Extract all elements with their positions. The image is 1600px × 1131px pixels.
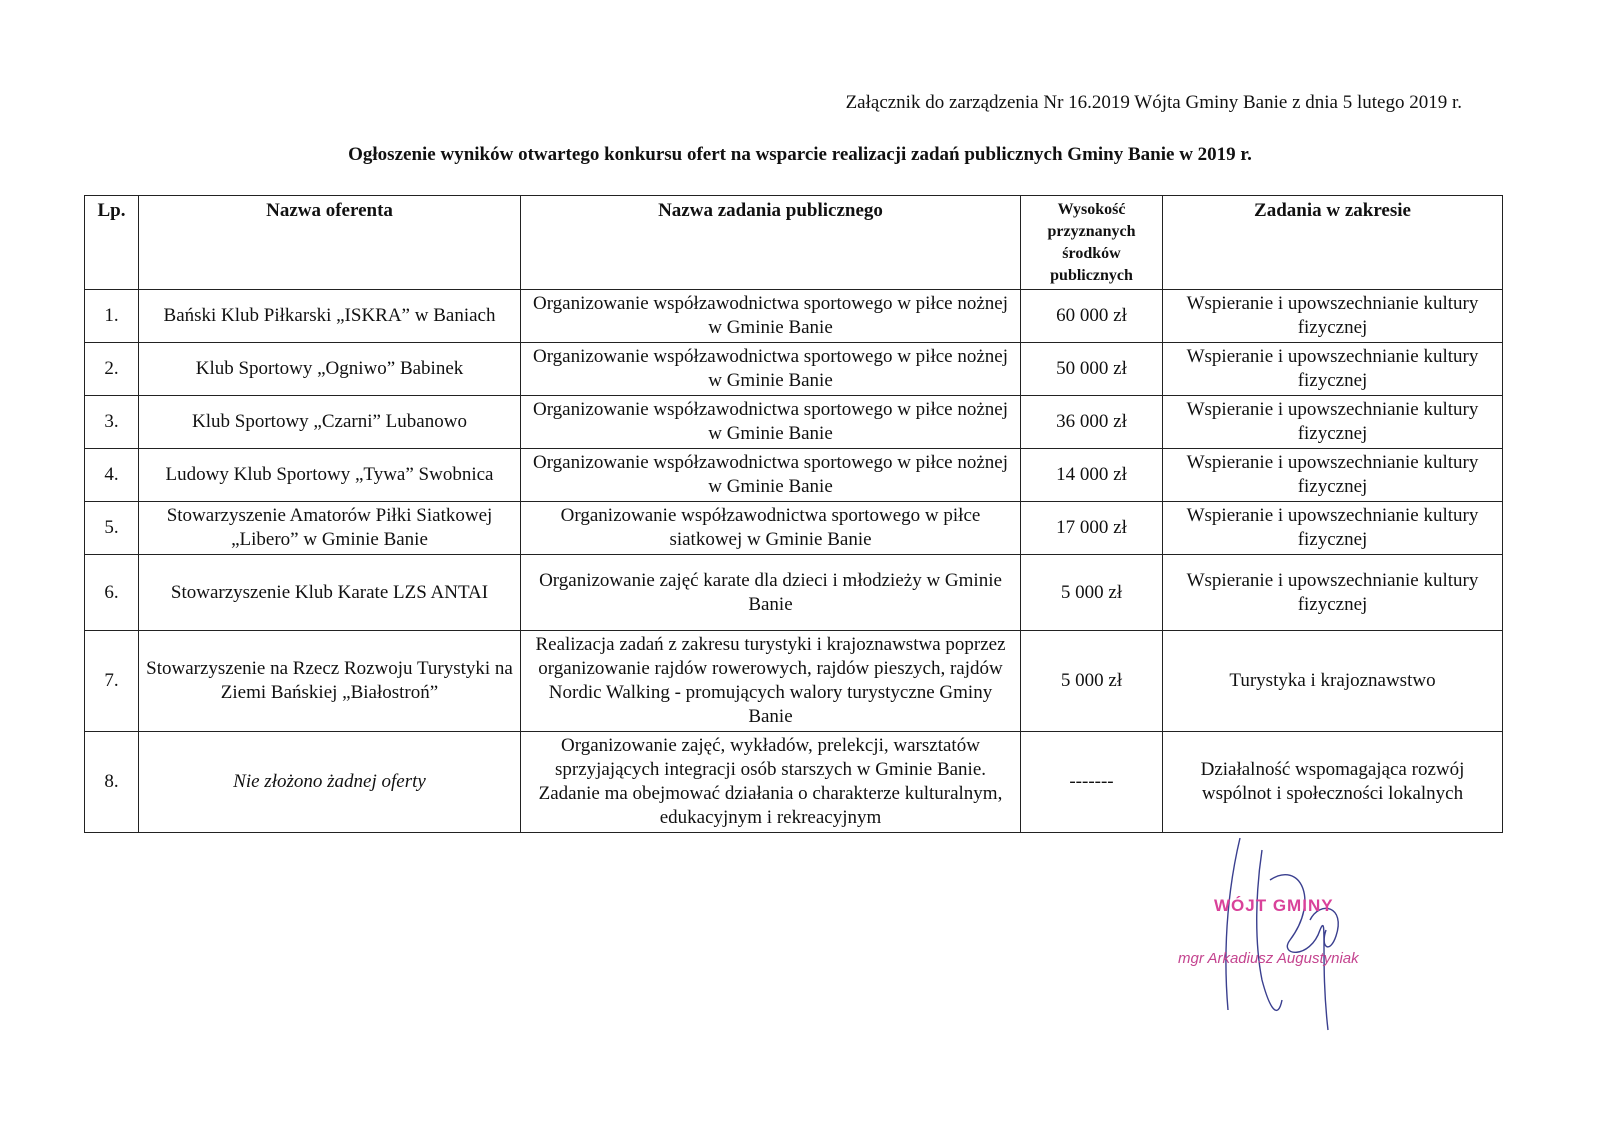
cell-lp: 8. <box>85 732 139 833</box>
cell-amount: 17 000 zł <box>1021 502 1163 555</box>
cell-task: Organizowanie współzawodnictwa sportowego w piłce nożnej w Gminie Banie <box>521 449 1021 502</box>
cell-scope: Wspieranie i upowszechnianie kultury fizycznej <box>1163 290 1503 343</box>
stamp-title: WÓJT GMINY <box>1214 896 1334 915</box>
cell-scope: Wspieranie i upowszechnianie kultury fizycznej <box>1163 343 1503 396</box>
table-row <box>85 555 1503 631</box>
cell-scope: Wspieranie i upowszechnianie kultury fizycznej <box>1163 502 1503 555</box>
stamp-name: mgr Arkadiusz Augustyniak <box>1178 950 1359 967</box>
cell-lp: 2. <box>85 343 139 396</box>
cell-task: Organizowanie współzawodnictwa sportowego w piłce siatkowej w Gminie Banie <box>521 502 1021 555</box>
cell-lp: 1. <box>85 290 139 343</box>
table-row <box>85 502 1503 555</box>
table-row <box>85 631 1503 732</box>
handwritten-signature <box>1170 820 1430 1050</box>
cell-lp: 6. <box>85 555 139 631</box>
table-header-row <box>85 196 1503 290</box>
header-org: Nazwa oferenta <box>139 196 521 290</box>
cell-amount: 14 000 zł <box>1021 449 1163 502</box>
cell-amount: ------- <box>1021 732 1163 833</box>
header-task: Nazwa zadania publicznego <box>521 196 1021 290</box>
cell-org: Klub Sportowy „Ogniwo” Babinek <box>139 343 521 396</box>
cell-org: Klub Sportowy „Czarni” Lubanowo <box>139 396 521 449</box>
cell-task: Realizacja zadań z zakresu turystyki i krajoznawstwa poprzez organizowanie rajdów rowerowych, rajdów pieszych, rajdów Nordic Walking - promujących walory turystyczne Gminy Banie <box>521 631 1021 732</box>
annex-reference: Załącznik do zarządzenia Nr 16.2019 Wójta Gminy Banie z dnia 5 lutego 2019 r. <box>845 92 1462 113</box>
cell-lp: 5. <box>85 502 139 555</box>
cell-org: Nie złożono żadnej oferty <box>139 732 521 833</box>
results-table <box>84 195 1503 833</box>
cell-scope: Wspieranie i upowszechnianie kultury fizycznej <box>1163 449 1503 502</box>
cell-lp: 7. <box>85 631 139 732</box>
cell-org: Bański Klub Piłkarski „ISKRA” w Baniach <box>139 290 521 343</box>
table-row <box>85 449 1503 502</box>
cell-amount: 5 000 zł <box>1021 555 1163 631</box>
cell-amount: 36 000 zł <box>1021 396 1163 449</box>
cell-task: Organizowanie współzawodnictwa sportowego w piłce nożnej w Gminie Banie <box>521 396 1021 449</box>
cell-scope: Turystyka i krajoznawstwo <box>1163 631 1503 732</box>
cell-task: Organizowanie zajęć karate dla dzieci i młodzieży w Gminie Banie <box>521 555 1021 631</box>
cell-org: Stowarzyszenie na Rzecz Rozwoju Turystyki na Ziemi Bańskiej „Białostroń” <box>139 631 521 732</box>
cell-lp: 3. <box>85 396 139 449</box>
cell-org: Stowarzyszenie Klub Karate LZS ANTAI <box>139 555 521 631</box>
cell-amount: 60 000 zł <box>1021 290 1163 343</box>
cell-org: Stowarzyszenie Amatorów Piłki Siatkowej „Libero” w Gminie Banie <box>139 502 521 555</box>
table-row <box>85 396 1503 449</box>
header-scope: Zadania w zakresie <box>1163 196 1503 290</box>
table-row <box>85 290 1503 343</box>
cell-scope: Wspieranie i upowszechnianie kultury fizycznej <box>1163 396 1503 449</box>
cell-scope: Wspieranie i upowszechnianie kultury fizycznej <box>1163 555 1503 631</box>
cell-amount: 50 000 zł <box>1021 343 1163 396</box>
table-row <box>85 343 1503 396</box>
cell-task: Organizowanie zajęć, wykładów, prelekcji, warsztatów sprzyjających integracji osób starszych w Gminie Banie. Zadanie ma obejmować działania o charakterze kulturalnym, edukacyjnym i rekreacyjnym <box>521 732 1021 833</box>
cell-lp: 4. <box>85 449 139 502</box>
table-row <box>85 732 1503 833</box>
cell-amount: 5 000 zł <box>1021 631 1163 732</box>
cell-scope: Działalność wspomagająca rozwój wspólnot i społeczności lokalnych <box>1163 732 1503 833</box>
header-amount: Wysokość przyznanych środków publicznych <box>1021 196 1163 290</box>
cell-task: Organizowanie współzawodnictwa sportowego w piłce nożnej w Gminie Banie <box>521 290 1021 343</box>
cell-task: Organizowanie współzawodnictwa sportowego w piłce nożnej w Gminie Banie <box>521 343 1021 396</box>
cell-org: Ludowy Klub Sportowy „Tywa” Swobnica <box>139 449 521 502</box>
official-stamp-signature <box>1170 820 1430 1050</box>
document-title: Ogłoszenie wyników otwartego konkursu ofert na wsparcie realizacji zadań publicznych Gminy Banie w 2019 r. <box>348 144 1252 165</box>
header-lp: Lp. <box>85 196 139 290</box>
